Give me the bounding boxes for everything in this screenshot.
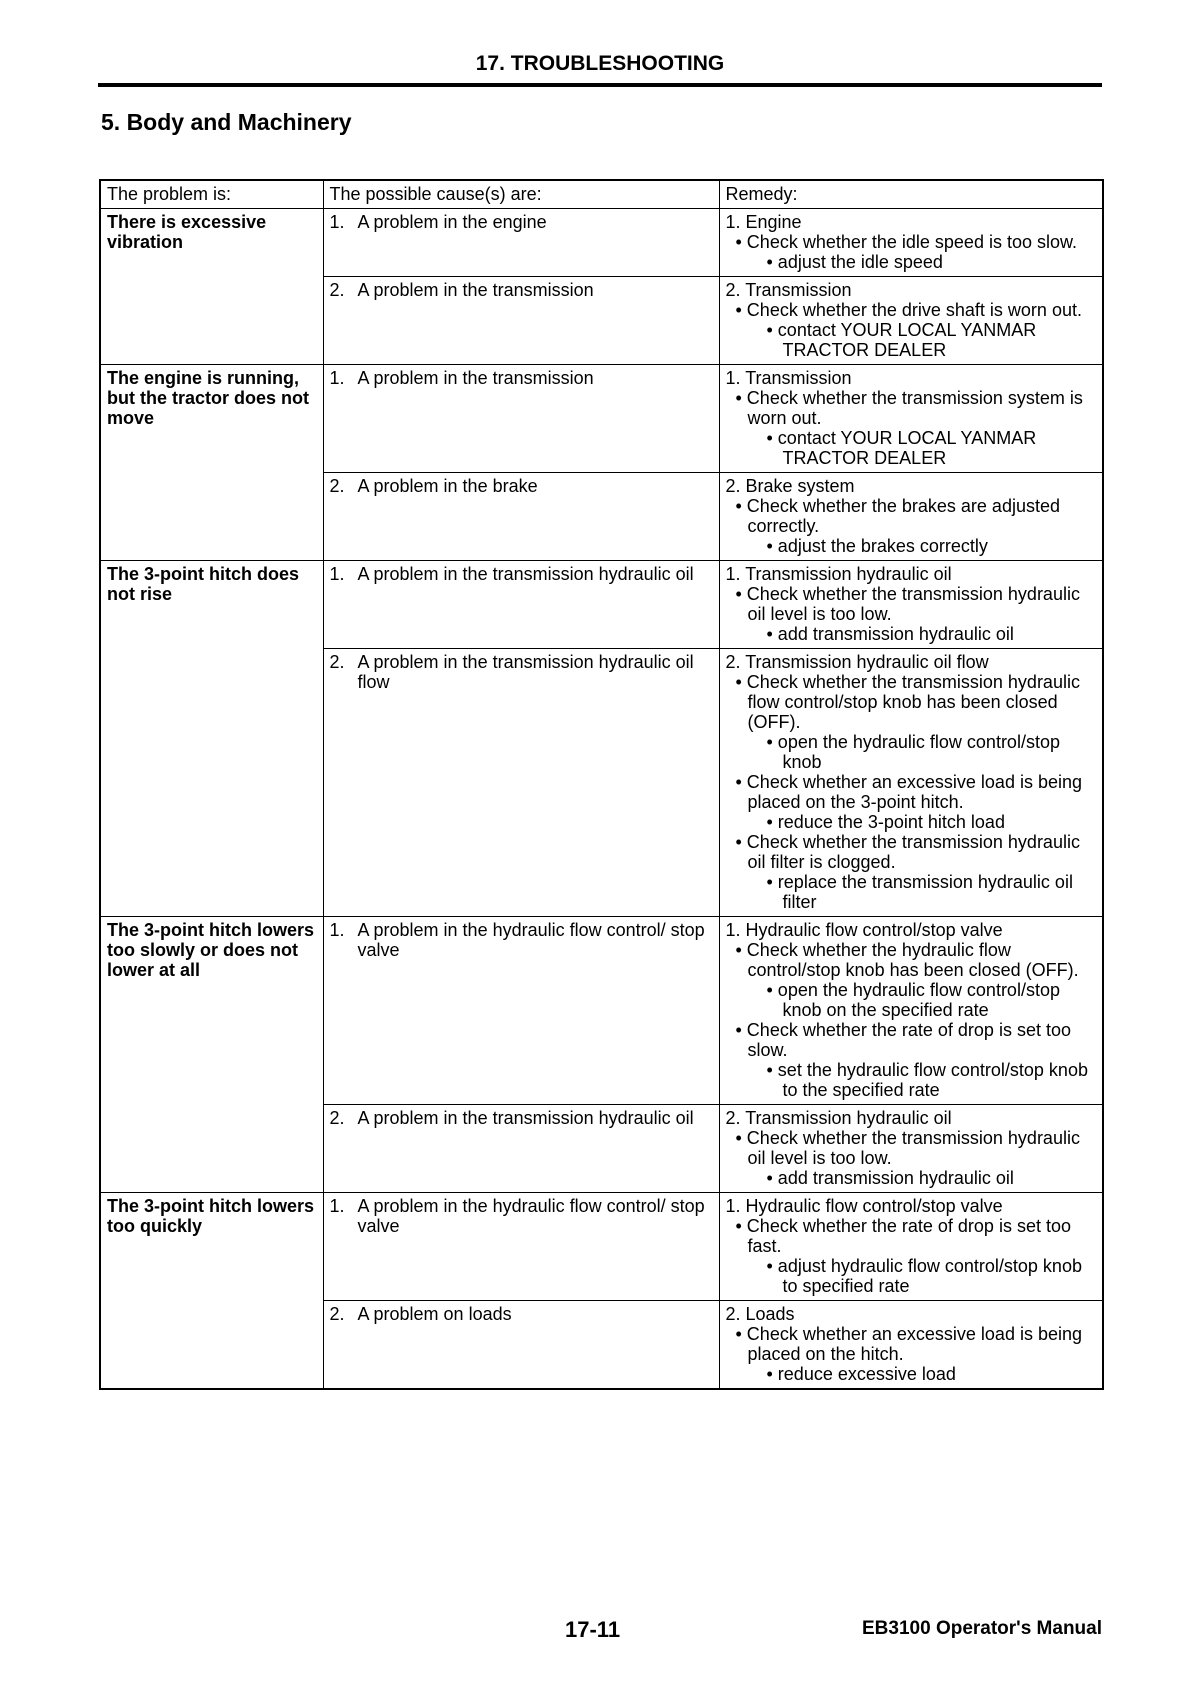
problem-cell: The 3-point hitch lowers too quickly bbox=[100, 1193, 323, 1390]
cause-cell bbox=[323, 473, 719, 561]
remedy-cell bbox=[719, 561, 1103, 649]
cause-cell bbox=[323, 649, 719, 917]
table-row bbox=[100, 1193, 1103, 1301]
problem-cell: The engine is running, but the tractor does not move bbox=[100, 365, 323, 561]
table-body bbox=[100, 180, 1103, 1389]
cause-text: A problem in the brake bbox=[357, 476, 538, 496]
cause-item bbox=[330, 1196, 713, 1236]
cause-text: A problem in the hydraulic flow control/ stop valve bbox=[357, 920, 705, 960]
remedy-check: • Check whether the drive shaft is worn out. bbox=[735, 300, 1082, 320]
remedy-check: • Check whether the transmission hydraulic flow control/stop knob has been closed (OFF). bbox=[735, 672, 1080, 732]
remedy-check: • Check whether an excessive load is being placed on the 3-point hitch. bbox=[735, 772, 1082, 812]
cause-item bbox=[330, 652, 713, 692]
cause-number: 2. bbox=[329, 1108, 345, 1128]
header-cause: The possible cause(s) are: bbox=[323, 180, 719, 209]
remedy-check: • Check whether the transmission hydraulic oil filter is clogged. bbox=[735, 832, 1080, 872]
cause-number: 1. bbox=[329, 920, 345, 940]
remedy-heading: 2. Transmission hydraulic oil flow bbox=[725, 652, 989, 672]
cause-text: A problem in the transmission bbox=[357, 368, 594, 388]
cause-cell bbox=[323, 561, 719, 649]
remedy-action: • contact YOUR LOCAL YANMAR TRACTOR DEALER bbox=[766, 428, 1037, 468]
remedy-check: • Check whether the transmission system is worn out. bbox=[735, 388, 1083, 428]
table-row bbox=[100, 917, 1103, 1105]
header-rule bbox=[98, 83, 1102, 87]
page-header: 17. TROUBLESHOOTING bbox=[475, 52, 725, 75]
remedy-heading: 1. Hydraulic flow control/stop valve bbox=[725, 920, 1003, 940]
cause-item bbox=[330, 476, 713, 496]
remedy-cell bbox=[719, 209, 1103, 277]
remedy-action: • adjust the idle speed bbox=[766, 252, 943, 272]
remedy-heading: 1. Transmission hydraulic oil bbox=[725, 564, 952, 584]
table-row bbox=[100, 209, 1103, 277]
cause-number: 2. bbox=[329, 476, 345, 496]
troubleshooting-table bbox=[99, 179, 1104, 1390]
problem-cell: The 3-point hitch lowers too slowly or does not lower at all bbox=[100, 917, 323, 1193]
cause-text: A problem in the transmission hydraulic oil flow bbox=[357, 652, 694, 692]
cause-cell bbox=[323, 1193, 719, 1301]
remedy-action: • reduce excessive load bbox=[766, 1364, 956, 1384]
remedy-action: • add transmission hydraulic oil bbox=[766, 624, 1014, 644]
cause-number: 1. bbox=[329, 212, 345, 232]
remedy-heading: 1. Hydraulic flow control/stop valve bbox=[725, 1196, 1003, 1216]
cause-cell bbox=[323, 1105, 719, 1193]
remedy-heading: 2. Transmission hydraulic oil bbox=[725, 1108, 952, 1128]
cause-text: A problem on loads bbox=[357, 1304, 512, 1324]
cause-cell bbox=[323, 917, 719, 1105]
remedy-heading: 1. Engine bbox=[725, 212, 802, 232]
table-header-row bbox=[100, 180, 1103, 209]
cause-number: 1. bbox=[329, 564, 345, 584]
problem-cell: The 3-point hitch does not rise bbox=[100, 561, 323, 917]
remedy-action: • replace the transmission hydraulic oil filter bbox=[766, 872, 1073, 912]
cause-number: 2. bbox=[329, 1304, 345, 1324]
cause-item bbox=[330, 1304, 713, 1324]
cause-cell bbox=[323, 1301, 719, 1390]
remedy-cell bbox=[719, 649, 1103, 917]
remedy-action: • contact YOUR LOCAL YANMAR TRACTOR DEALER bbox=[766, 320, 1037, 360]
cause-number: 2. bbox=[329, 652, 345, 672]
remedy-action: • reduce the 3-point hitch load bbox=[766, 812, 1005, 832]
remedy-action: • add transmission hydraulic oil bbox=[766, 1168, 1014, 1188]
cause-number: 1. bbox=[329, 1196, 345, 1216]
header-remedy: Remedy: bbox=[719, 180, 1103, 209]
remedy-heading: 2. Brake system bbox=[725, 476, 855, 496]
remedy-cell bbox=[719, 917, 1103, 1105]
remedy-heading: 2. Transmission bbox=[725, 280, 852, 300]
remedy-check: • Check whether the brakes are adjusted correctly. bbox=[735, 496, 1060, 536]
cause-item bbox=[330, 1108, 713, 1128]
section-title: 5. Body and Machinery bbox=[101, 109, 352, 135]
remedy-action: • adjust the brakes correctly bbox=[766, 536, 988, 556]
remedy-check: • Check whether the transmission hydraulic oil level is too low. bbox=[735, 1128, 1080, 1168]
remedy-cell bbox=[719, 1193, 1103, 1301]
remedy-heading: 2. Loads bbox=[725, 1304, 795, 1324]
remedy-check: • Check whether the idle speed is too slow. bbox=[735, 232, 1077, 252]
page-number: 17-11 bbox=[565, 1617, 621, 1642]
cause-cell bbox=[323, 209, 719, 277]
cause-text: A problem in the transmission hydraulic oil bbox=[357, 1108, 694, 1128]
table-row bbox=[100, 561, 1103, 649]
cause-text: A problem in the transmission bbox=[357, 280, 594, 300]
cause-text: A problem in the hydraulic flow control/ stop valve bbox=[357, 1196, 705, 1236]
remedy-cell bbox=[719, 1105, 1103, 1193]
cause-item bbox=[330, 280, 713, 300]
manual-title: EB3100 Operator's Manual bbox=[862, 1618, 1102, 1639]
cause-number: 2. bbox=[329, 280, 345, 300]
remedy-check: • Check whether the hydraulic flow control/stop knob has been closed (OFF). bbox=[735, 940, 1079, 980]
cause-item bbox=[330, 920, 713, 960]
header-problem: The problem is: bbox=[100, 180, 323, 209]
remedy-check: • Check whether the rate of drop is set too slow. bbox=[735, 1020, 1071, 1060]
remedy-action: • set the hydraulic flow control/stop knob to the specified rate bbox=[766, 1060, 1088, 1100]
cause-cell bbox=[323, 365, 719, 473]
remedy-cell bbox=[719, 365, 1103, 473]
cause-text: A problem in the engine bbox=[357, 212, 547, 232]
cause-item bbox=[330, 368, 713, 388]
remedy-cell bbox=[719, 1301, 1103, 1390]
remedy-cell bbox=[719, 473, 1103, 561]
cause-cell bbox=[323, 277, 719, 365]
cause-item bbox=[330, 564, 713, 584]
cause-text: A problem in the transmission hydraulic oil bbox=[357, 564, 694, 584]
cause-item bbox=[330, 212, 713, 232]
problem-cell: There is excessive vibration bbox=[100, 209, 323, 365]
remedy-check: • Check whether the rate of drop is set too fast. bbox=[735, 1216, 1071, 1256]
remedy-check: • Check whether the transmission hydraulic oil level is too low. bbox=[735, 584, 1080, 624]
remedy-action: • open the hydraulic flow control/stop knob on the specified rate bbox=[766, 980, 1060, 1020]
remedy-action: • adjust hydraulic flow control/stop knob to specified rate bbox=[766, 1256, 1082, 1296]
remedy-action: • open the hydraulic flow control/stop knob bbox=[766, 732, 1060, 772]
remedy-heading: 1. Transmission bbox=[725, 368, 852, 388]
table-row bbox=[100, 365, 1103, 473]
cause-number: 1. bbox=[329, 368, 345, 388]
remedy-cell bbox=[719, 277, 1103, 365]
remedy-check: • Check whether an excessive load is being placed on the hitch. bbox=[735, 1324, 1082, 1364]
